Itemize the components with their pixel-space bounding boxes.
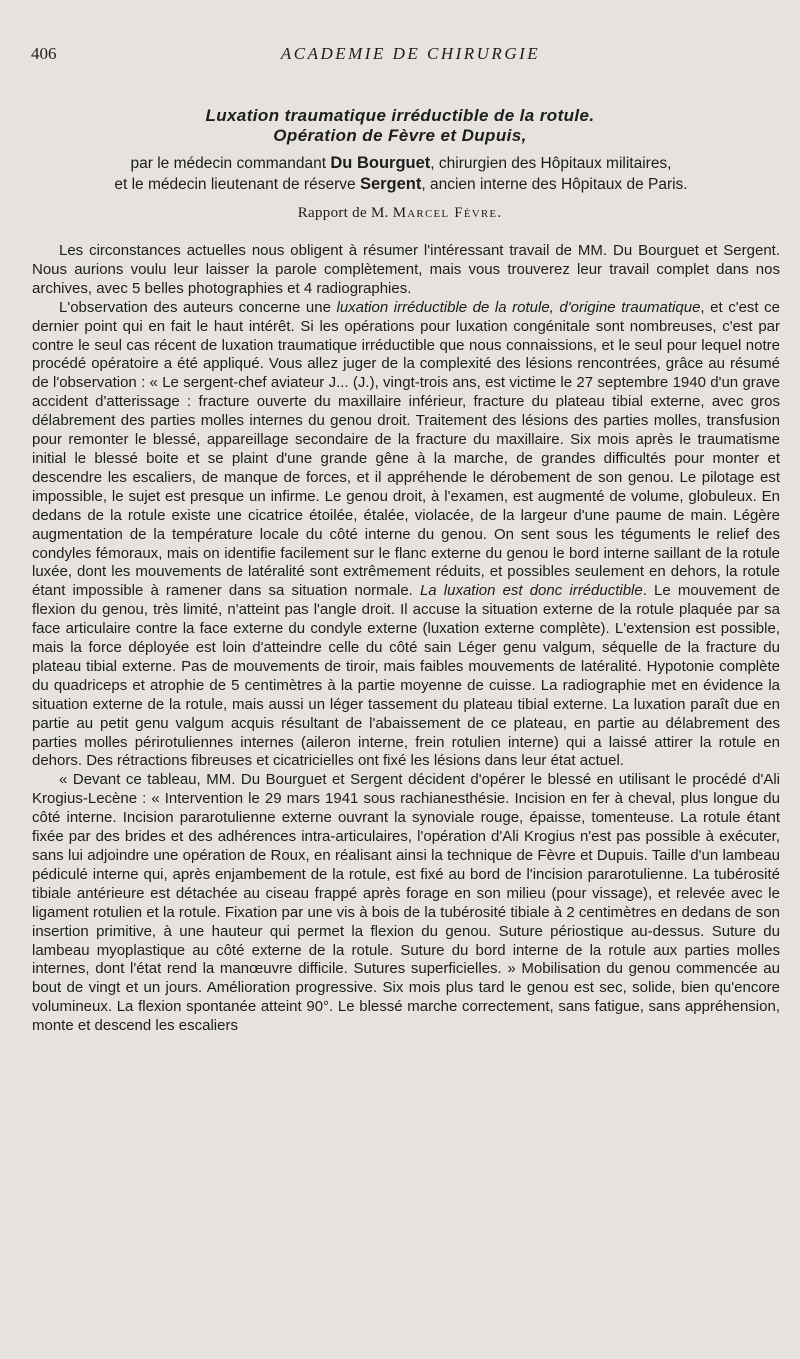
report-prefix: Rapport de M. [297, 205, 393, 221]
page-number: 406 [31, 44, 57, 63]
report-line [30, 205, 770, 222]
article-title [30, 106, 770, 146]
paragraph-2-italic-1: luxation irréductible de la rotule, d'origine traumatique [336, 298, 701, 316]
article-title-line-1: Luxation traumatique irréductible de la rotule. [205, 106, 595, 125]
paragraph-3: « Devant ce tableau, MM. Du Bourguet et Sergent décident d'opérer le blessé en utilisant le procédé d'Ali Krogius-Lecène : « Intervention le 29 mars 1941 sous rachianesthésie. Incision en fer à cheval, plus longue du côté interne. Incision pararotulienne externe ouvrant la synoviale rouge, épaisse, tomenteuse. La rotule étant fixée par des brides et des adhérences intra-articulaires, l'opération d'Ali Krogius n'est pas possible à exécuter, sans lui adjoindre une opération de Roux, en réalisant ainsi la technique de Fèvre et Dupuis. Taille d'un lambeau pédiculé interne qui, après enjambement de la rotule, est fixé au bord de l'incision pararotulienne. La tubérosité tibiale antérieure est détachée au ciseau frappé après forage en son milieu (pour vissage), et relevée avec le ligament rotulien et la rotule. Fixation par une vis à bois de la tubérosité tibiale à 2 centimètres en dedans de son insertion primitive, à une hauteur qui permet la flexion du genou. Suture périostique au-dessus. Suture du lambeau myoplastique au côté externe de la rotule. Suture du bord interne de la rotule aux parties molles internes, dont l'état rend la manœuvre difficile. Sutures superficielles. » Mobilisation du genou commencée au bout de vingt et un jours. Amélioration progressive. Six mois plus tard le genou est sec, solide, bien qu'encore volumineux. La flexion spontanée atteint 90°. Le blessé marche correctement, sans fatigue, sans appréhension, monte et descend les escaliers [32, 771, 780, 1035]
byline-line-2 [32, 174, 770, 195]
paragraph-2-text-2: , et c'est ce dernier point qui en fait le haut intérêt. Si les opérations pour luxation congénitale sont nombreuses, c'est par contre le seul cas récent de luxation traumatique irréductible que nous connaissions, et le seul pour lequel notre procédé opératoire a été appliqué. Vous allez juger de la complexité des lésions rencontrées, grâce au résumé de l'observation : « Le sergent-chef aviateur J... (J.), vingt-trois ans, est victime le 27 septembre 1940 d'un grave accident d'atterissage : fracture ouverte du maxillaire inférieur, fracture du plateau tibial externe, avec gros délabrement des parties molles internes du genou droit. Traitement des lésions des parties molles, transfusion pour remonter le blessé, appareillage secondaire de la fracture du maxillaire. Six mois après le traumatisme initial le blessé boite et se plaint d'une grande gêne à la marche, de grandes difficultés pour monter et descendre les escaliers, de manque de forces, et il appréhende le dérobement de son genou. Le pilotage est impossible, le sujet est presque un infirme. Le genou droit, à l'examen, est augmenté de volume, globuleux. En dedans de la rotule existe une cicatrice étoilée, étalée, violacée, de la largeur d'une paume de main. Légère augmentation de la température locale du côté interne du genou. On sent sous les téguments le relief des condyles fémoraux, mais on identifie facilement sur le flanc externe du genou le bord interne saillant de la rotule luxée, dont les mouvements de latéralité sont extrêmement réduits, et possibles seulement en dehors, la rotule étant impossible à ramener dans sa situation normale. [32, 298, 780, 600]
article-byline [32, 153, 770, 195]
byline-text-4: , ancien interne des Hôpitaux de Paris. [421, 176, 688, 193]
byline-text-2: , chirurgien des Hôpitaux militaires, [430, 155, 672, 172]
paragraph-2-text-1: L'observation des auteurs concerne une [59, 298, 337, 316]
paragraph-2-text-3: . Le mouvement de flexion du genou, très limité, n'atteint pas l'angle droit. Il accuse la situation externe de la rotule plaquée par sa face articulaire contre la face externe du condyle externe (luxation externe complète). L'extension est possible, mais la force déployée est loin d'atteindre celle du côté sain Léger genu valgum, séquelle de la fracture du plateau tibial externe. Pas de mouvements de tiroir, mais faibles mouvements de latéralité. Hypotonie complète du quadriceps et atrophie de 5 centimètres à la partie moyenne de cuisse. La radiographie met en évidence la situation externe de la rotule, mais aussi un léger tassement du plateau tibial externe. La luxation paraît due en partie au petit genu valgum acquis résultant de l'abaissement de ce plateau, en partie au délabrement des parties molles périrotuliennes internes (aileron interne, frein rotulien interne) qui a laissé attirer la rotule en dehors. Des rétractions fibreuses et cicatricielles ont fixé les lésions dans leur état actuel. [32, 582, 780, 770]
byline-text-1: par le médecin commandant [130, 155, 331, 172]
paragraph-2 [32, 299, 780, 772]
article-title-line-2: Opération de Fèvre et Dupuis, [273, 126, 527, 145]
byline-text-3: et le médecin lieutenant de réserve [114, 176, 360, 193]
paragraph-1: Les circonstances actuelles nous obligent à résumer l'intéressant travail de MM. Du Bourguet et Sergent. Nous aurions voulu leur laisser la parole complètement, mais vous trouverez leur travail complet dans nos archives, avec 5 belles photographies et 4 radiographies. [32, 242, 780, 297]
running-head: ACADEMIE DE CHIRURGIE [280, 44, 541, 63]
byline-line-1 [32, 153, 770, 174]
author-sergent: Sergent [359, 175, 422, 193]
author-du-bourguet: Du Bourguet [330, 154, 431, 172]
reporter-name: Marcel Fèvre. [392, 205, 503, 221]
page-header [31, 44, 760, 66]
article-body [32, 242, 780, 1036]
paragraph-2-italic-2: La luxation est donc irréductible [419, 582, 643, 600]
